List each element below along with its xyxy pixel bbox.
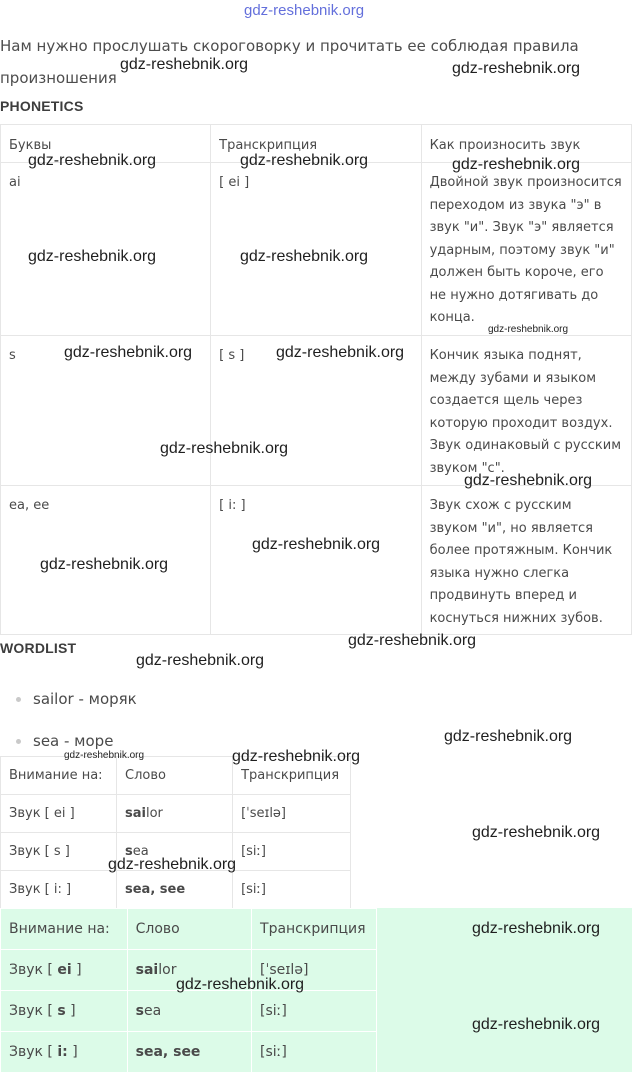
focus-sound: i: <box>57 1044 68 1060</box>
wordlist-title: WORDLIST <box>0 640 77 656</box>
word-highlight: s <box>135 1003 144 1019</box>
watermark-text: gdz-reshebnik.org <box>240 248 369 265</box>
watermark-text: gdz-reshebnik.org <box>108 856 237 873</box>
focus-cell: Звук [ ei ] <box>1 795 117 833</box>
watermark-text: gdz-reshebnik.org <box>64 750 145 761</box>
transcription-cell: [siː] <box>252 991 377 1032</box>
word-highlight: sea, see <box>135 1044 201 1060</box>
watermark-text: gdz-reshebnik.org <box>64 344 193 361</box>
watermark-text: gdz-reshebnik.org <box>28 248 157 265</box>
watermark-text: gdz-reshebnik.org <box>472 1016 601 1033</box>
transcription-cell: [ s ] <box>211 336 421 486</box>
watermark-text: gdz-reshebnik.org <box>348 632 477 649</box>
letters-cell: ea, ee <box>1 486 211 635</box>
table-row <box>1 1032 377 1073</box>
bullet-icon <box>16 739 21 744</box>
watermark-text: gdz-reshebnik.org <box>464 472 593 489</box>
table-row <box>1 871 351 909</box>
focus-cell: Звук [ s ] <box>1 833 117 871</box>
header-focus: Внимание на: <box>1 757 117 795</box>
description-cell: Двойной звук произносится переходом из звука "э" в звук "и". Звук "э" является ударным, поэтому звук "и" должен быть короче, его не нужно дотягивать до конца. <box>421 163 631 336</box>
focus-prefix: Звук [ <box>9 1044 58 1060</box>
watermark-text: gdz-reshebnik.org <box>176 976 305 993</box>
focus-suffix: ] <box>65 1003 76 1019</box>
watermark-text: gdz-reshebnik.org <box>452 156 581 173</box>
focus-sound: s <box>57 1003 66 1019</box>
header-word: Слово <box>127 909 251 950</box>
bullet-icon <box>16 697 21 702</box>
word-highlight: sai <box>125 806 146 821</box>
pronunciation-table-plain <box>0 756 351 909</box>
list-item <box>16 732 113 750</box>
phonetics-title: PHONETICS <box>0 98 84 114</box>
word-rest: lor <box>158 962 177 978</box>
watermark-text: gdz-reshebnik.org <box>276 344 405 361</box>
word-cell <box>127 991 251 1032</box>
wordlist-item-text: sailor - моряк <box>33 690 137 708</box>
focus-prefix: Звук [ <box>9 962 58 978</box>
focus-prefix: Звук [ <box>9 1003 58 1019</box>
watermark-text: gdz-reshebnik.org <box>40 556 169 573</box>
table-row <box>1 795 351 833</box>
letters-cell: ai <box>1 163 211 336</box>
transcription-cell: [ i: ] <box>211 486 421 635</box>
word-highlight: sai <box>135 962 159 978</box>
watermark-text: gdz-reshebnik.org <box>232 748 361 765</box>
header-pronunciation: Как произносить звук <box>421 125 631 163</box>
transcription-cell: [siː] <box>252 1032 377 1073</box>
header-transcription: Транскрипция <box>252 909 377 950</box>
list-item <box>16 690 137 708</box>
wordlist-item-text: sea - море <box>33 732 114 750</box>
transcription-cell: [ ei ] <box>211 163 421 336</box>
table-header-row <box>1 909 377 950</box>
word-rest: lor <box>145 806 163 821</box>
watermark-text: gdz-reshebnik.org <box>488 324 569 335</box>
word-cell <box>117 795 233 833</box>
header-focus: Внимание на: <box>1 909 128 950</box>
transcription-cell: [ˈseɪlə] <box>233 795 351 833</box>
word-cell <box>127 1032 251 1073</box>
focus-cell <box>1 1032 128 1073</box>
watermark-text: gdz-reshebnik.org <box>452 60 581 77</box>
table-row <box>1 991 377 1032</box>
watermark-text: gdz-reshebnik.org <box>444 728 573 745</box>
word-rest: ea <box>132 844 149 859</box>
description-cell: Кончик языка поднят, между зубами и языком создается щель через которую проходит воздух. Звук одинаковый с русским звуком "с". <box>421 336 631 486</box>
header-transcription: Транскрипция <box>233 757 351 795</box>
watermark-text: gdz-reshebnik.org <box>160 440 289 457</box>
word-highlight: s <box>125 844 133 859</box>
intro-text: Нам нужно прослушать скороговорку и прочитать ее соблюдая правила произношения <box>0 37 579 87</box>
watermark-text: gdz-reshebnik.org <box>120 56 249 73</box>
word-cell <box>117 871 233 909</box>
focus-cell <box>1 950 128 991</box>
watermark-text: gdz-reshebnik.org <box>28 152 157 169</box>
word-highlight: sea, see <box>125 882 186 897</box>
watermark-text: gdz-reshebnik.org <box>472 824 601 841</box>
watermark-text: gdz-reshebnik.org <box>472 920 601 937</box>
description-cell: Звук схож с русским звуком "и", но является более протяжным. Кончик языка нужно слегка продвинуть вперед и коснуться нижних зубов. <box>421 486 631 635</box>
focus-suffix: ] <box>71 962 82 978</box>
header-word: Слово <box>117 757 233 795</box>
header-transcription: Транскрипция <box>211 125 421 163</box>
focus-sound: ei <box>57 962 72 978</box>
transcription-cell: [siː] <box>233 833 351 871</box>
transcription-cell: [siː] <box>233 871 351 909</box>
top-watermark-link[interactable]: gdz-reshebnik.org <box>244 2 365 19</box>
focus-suffix: ] <box>67 1044 78 1060</box>
watermark-text: gdz-reshebnik.org <box>136 652 265 669</box>
watermark-text: gdz-reshebnik.org <box>252 536 381 553</box>
word-rest: ea <box>143 1003 162 1019</box>
header-letters: Буквы <box>1 125 211 163</box>
letters-cell: s <box>1 336 211 486</box>
focus-cell <box>1 991 128 1032</box>
focus-cell: Звук [ i: ] <box>1 871 117 909</box>
transcription-cell: [ˈseɪlə] <box>252 950 377 991</box>
watermark-text: gdz-reshebnik.org <box>240 152 369 169</box>
